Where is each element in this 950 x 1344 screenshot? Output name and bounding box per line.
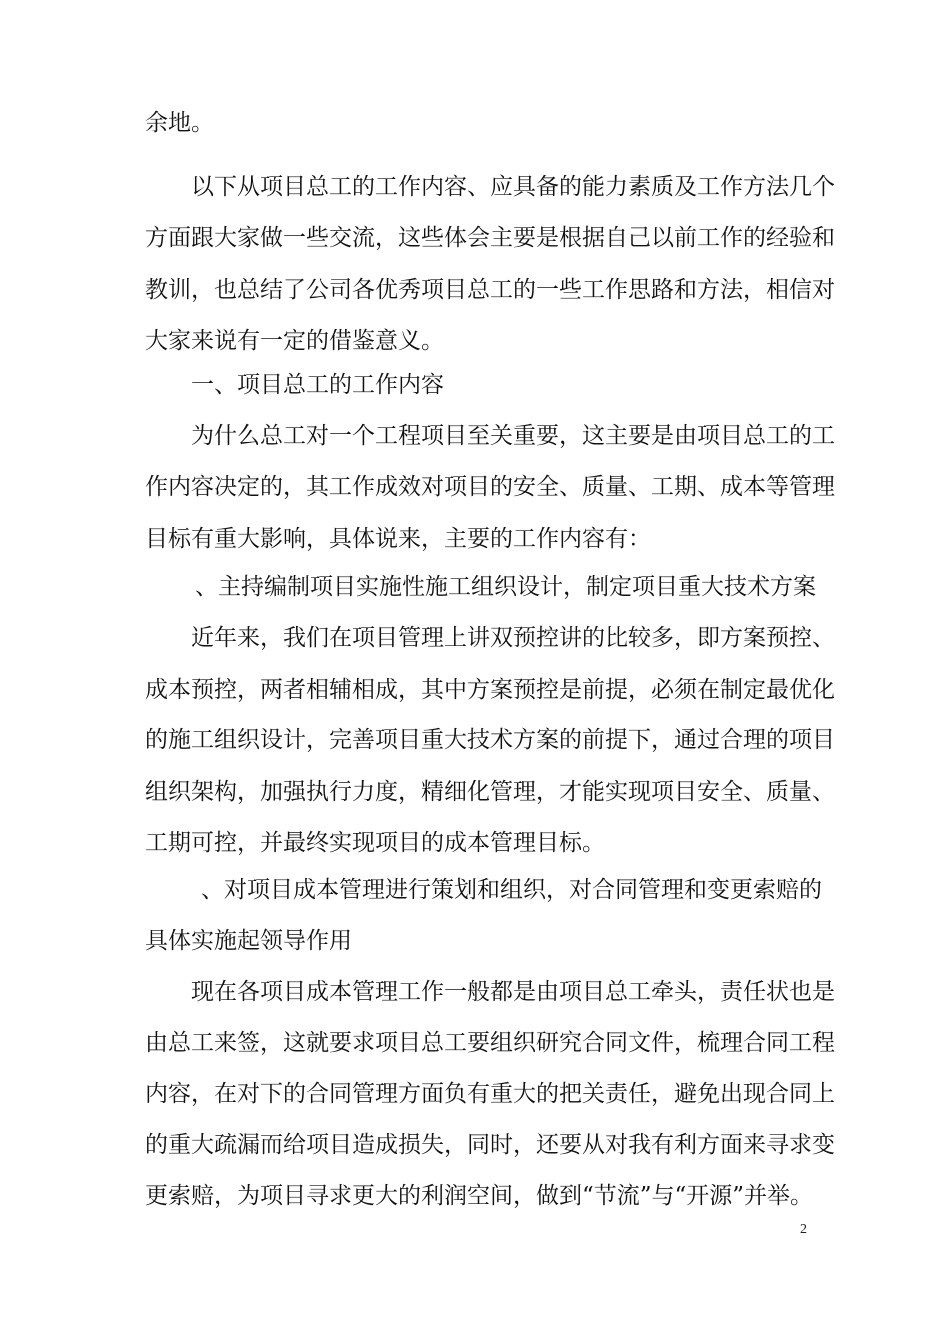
page-number: 2 <box>800 1222 807 1237</box>
subheading-1: 、主持编制项目实施性施工组织设计，制定项目重大技术方案 <box>195 574 816 600</box>
text-line-18: 现在各项目成本管理工作一般都是由项目总工牵头，责任状也是 <box>191 979 835 1005</box>
text-line-20: 内容，在对下的合同管理方面负有重大的把关责任，避免出现合同上 <box>145 1081 835 1107</box>
text-line-22: 更索赔，为项目寻求更大的利润空间，做到“节流”与“开源”并举。 <box>145 1183 814 1209</box>
subheading-2: 、对项目成本管理进行策划和组织，对合同管理和变更索赔的 <box>201 877 822 903</box>
text-line-17: 具体实施起领导作用 <box>145 928 352 954</box>
text-line-21: 的重大疏漏而给项目造成损失，同时，还要从对我有利方面来寻求变 <box>145 1132 835 1158</box>
text-line-9: 目标有重大影响，具体说来，主要的工作内容有： <box>145 526 651 552</box>
section-heading: 一、项目总工的工作内容 <box>191 372 444 398</box>
text-line-11: 近年来，我们在项目管理上讲双预控讲的比较多，即方案预控、 <box>191 625 835 651</box>
text-line-4: 教训，也总结了公司各优秀项目总工的一些工作思路和方法，相信对 <box>145 277 835 303</box>
text-line-1: 余地。 <box>145 110 214 136</box>
text-line-3: 方面跟大家做一些交流，这些体会主要是根据自己以前工作的经验和 <box>145 225 835 251</box>
text-line-13: 的施工组织设计，完善项目重大技术方案的前提下，通过合理的项目 <box>145 727 835 753</box>
text-line-5: 大家来说有一定的借鉴意义。 <box>145 328 444 354</box>
text-line-8: 作内容决定的，其工作成效对项目的安全、质量、工期、成本等管理 <box>145 474 835 500</box>
text-line-14: 组织架构，加强执行力度，精细化管理，才能实现项目安全、质量、 <box>145 779 835 805</box>
text-line-19: 由总工来签，这就要求项目总工要组织研究合同文件，梳理合同工程 <box>145 1030 835 1056</box>
text-line-15: 工期可控，并最终实现项目的成本管理目标。 <box>145 830 605 856</box>
text-line-7: 为什么总工对一个工程项目至关重要，这主要是由项目总工的工 <box>191 423 835 449</box>
text-line-12: 成本预控，两者相辅相成，其中方案预控是前提，必须在制定最优化 <box>145 677 835 703</box>
text-line-2: 以下从项目总工的工作内容、应具备的能力素质及工作方法几个 <box>191 174 835 200</box>
